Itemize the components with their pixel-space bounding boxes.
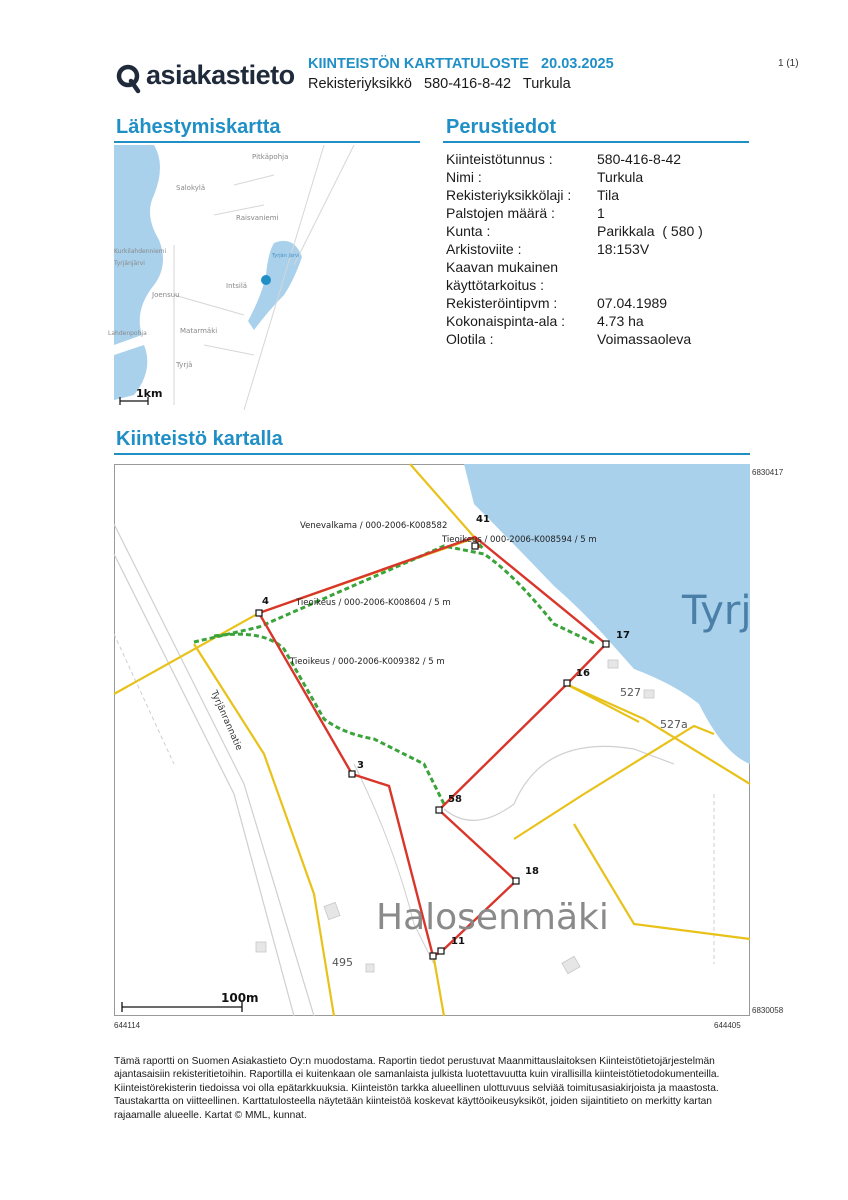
point-label: 18 <box>525 866 539 877</box>
scale-label: 100m <box>221 991 259 1005</box>
boundary-point <box>430 953 436 959</box>
info-label: Olotila : <box>446 331 494 347</box>
report-title: KIINTEISTÖN KARTTATULOSTE 20.03.2025 <box>308 56 614 72</box>
page-number: 1 (1) <box>778 58 799 69</box>
info-value: 580-416-8-42 <box>597 151 682 167</box>
parcel-label: 527 <box>620 686 641 699</box>
place-label: Tyrjänjärvi <box>114 260 145 267</box>
disclaimer-text: Tämä raportti on Suomen Asiakastieto Oy:n muodostama. Raportin tiedot perustuvat Maanmittauslaitoksen Kiinteistötietojärjestelmän ajantasaisiin rekisteritietoihin. Raportilla ei kuitenkaan ole samanlaista julkista luotettavuutta kuin virallisilla kiinteistötietodokumenteilla. Kiinteistörekisterin tiedoissa voi olla epätarkkuuksia. Kiinteistön tarkka alueellinen ulottuvuus selviää toimitusasiakirjoista ja maastosta. Taustakartta on viitteellinen. Karttatulosteella näytetään kiinteistöä koskevat käyttöoikeusyksiköt, joiden sijaintitieto on merkitty kartan rajaamalle alueelle. Kartat © MML, kunnat. <box>114 1056 720 1121</box>
boundary-point <box>564 680 570 686</box>
point-label: 3 <box>357 760 364 771</box>
point-label: 16 <box>576 668 590 679</box>
easement-label: Venevalkama / 000-2006-K008582 <box>300 521 448 531</box>
place-label: Salokylä <box>176 184 206 192</box>
info-label: Kaavan mukainen <box>446 259 559 275</box>
area-label: Halosenmäki <box>376 897 609 938</box>
info-label: Nimi : <box>446 169 482 185</box>
boundary-point <box>436 807 442 813</box>
brand-name: asiakastieto <box>146 60 295 90</box>
info-label: Rekisteröintipvm : <box>446 295 558 311</box>
info-label: Kiinteistötunnus : <box>446 151 553 167</box>
info-value: Parikkala ( 580 ) <box>597 223 703 239</box>
info-label: Palstojen määrä : <box>446 205 555 221</box>
easement-label: Tieoikeus / 000-2006-K009382 / 5 m <box>290 657 445 667</box>
info-label: Kunta : <box>446 223 491 239</box>
place-label: Pitkäpohja <box>252 153 289 161</box>
place-label: Tyrjä <box>176 361 193 369</box>
coord-label: 6830058 <box>752 1006 784 1015</box>
scale-label: 1km <box>136 387 163 400</box>
section-title-basic-info: Perustiedot <box>446 116 557 138</box>
place-label: Matarmäki <box>180 327 218 335</box>
place-label: Intsilä <box>226 282 248 290</box>
location-pin-icon <box>116 64 142 94</box>
coord-label: 644405 <box>714 1021 741 1030</box>
boundary-point <box>513 878 519 884</box>
info-label: Kokonaispinta-ala : <box>446 313 566 329</box>
info-value: 4.73 ha <box>597 313 644 329</box>
easement-label: Tieoikeus / 000-2006-K008594 / 5 m <box>442 535 597 545</box>
info-value: Voimassaoleva <box>597 331 692 347</box>
section-title-approach-map: Lähestymiskartta <box>116 116 281 138</box>
point-label: 11 <box>451 936 465 947</box>
place-label: Lahdenpohja <box>108 330 147 337</box>
place-label: Kurkilahdenniemi <box>114 248 167 255</box>
boundary-point <box>349 771 355 777</box>
road-label: Tyrjänrannatie <box>208 689 244 753</box>
overview-map <box>108 145 420 410</box>
coord-label: 6830417 <box>752 468 784 477</box>
place-label: Raisvaniemi <box>236 214 279 222</box>
section-rule <box>114 141 420 143</box>
point-label: 41 <box>476 514 490 525</box>
place-label: Tyrjän järvi <box>272 253 300 259</box>
section-rule <box>114 453 750 455</box>
property-location-marker <box>261 275 271 285</box>
info-value: 18:153V <box>597 241 650 257</box>
section-rule <box>443 141 749 143</box>
boundary-point <box>438 948 444 954</box>
place-label: Joensuu <box>152 291 180 299</box>
boundary-point <box>256 610 262 616</box>
info-label: Rekisteriyksikkölaji : <box>446 187 572 203</box>
asiakastieto-logo <box>116 58 296 98</box>
lake-label: Tyrj <box>682 588 752 634</box>
point-label: 58 <box>448 794 462 805</box>
point-label: 17 <box>616 630 630 641</box>
info-label: Arkistoviite : <box>446 241 522 257</box>
boundary-point <box>603 641 609 647</box>
coord-label: 644114 <box>114 1021 141 1030</box>
info-value: 07.04.1989 <box>597 295 668 311</box>
report-subtitle: Rekisteriyksikkö 580-416-8-42 Turkula <box>308 76 571 92</box>
info-value: Turkula <box>597 169 644 185</box>
parcel-label: 495 <box>332 956 353 969</box>
info-value: 1 <box>597 205 605 221</box>
section-title-property-map: Kiinteistö kartalla <box>116 428 283 450</box>
parcel-label: 527a <box>660 718 688 731</box>
info-value: Tila <box>597 187 620 203</box>
easement-label: Tieoikeus / 000-2006-K008604 / 5 m <box>296 598 451 608</box>
property-map <box>114 464 750 1016</box>
info-label: käyttötarkoitus : <box>446 277 545 293</box>
point-label: 4 <box>262 596 269 607</box>
